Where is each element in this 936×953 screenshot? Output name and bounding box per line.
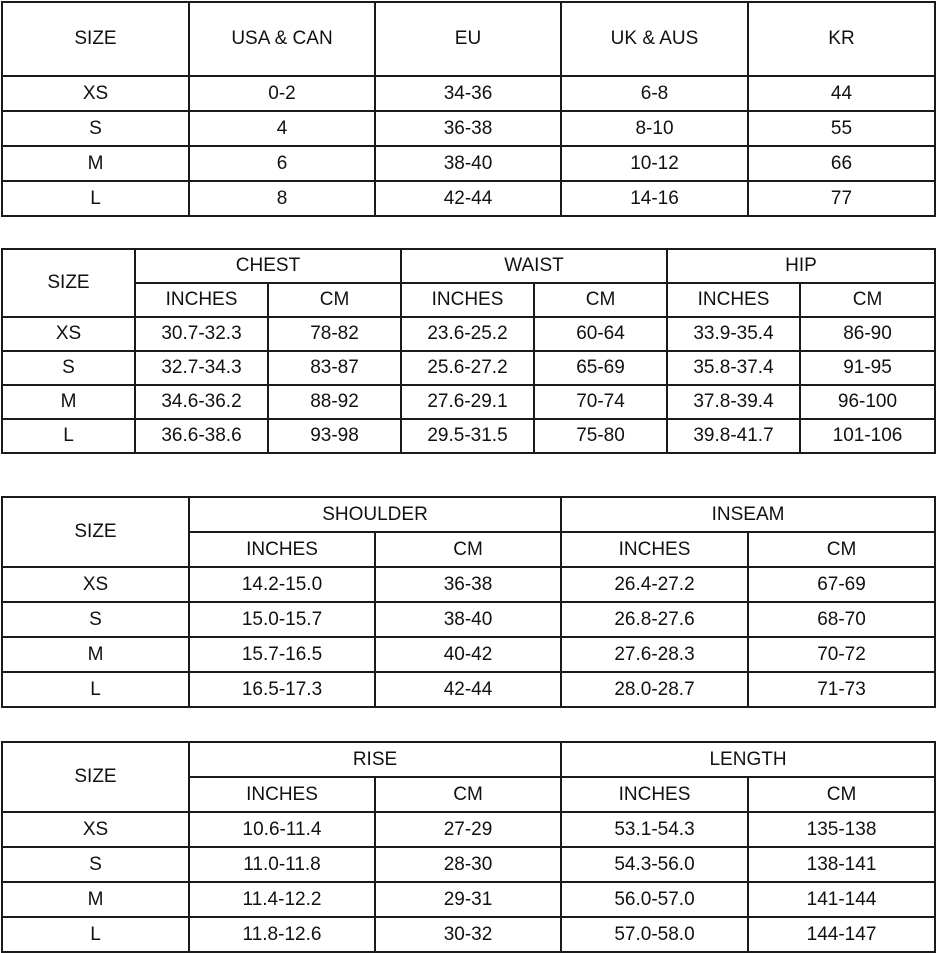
table-cell: 96-100 bbox=[800, 385, 935, 419]
unit-header: CM bbox=[375, 532, 561, 567]
table-cell: 14-16 bbox=[561, 181, 748, 216]
table-cell: 93-98 bbox=[268, 419, 401, 453]
table-cell: 38-40 bbox=[375, 146, 561, 181]
table-cell: 40-42 bbox=[375, 637, 561, 672]
table-cell: M bbox=[2, 146, 189, 181]
table-cell: 65-69 bbox=[534, 351, 667, 385]
table-cell: 30.7-32.3 bbox=[135, 317, 268, 351]
table-cell: 91-95 bbox=[800, 351, 935, 385]
table-cell: 68-70 bbox=[748, 602, 935, 637]
table-cell: 0-2 bbox=[189, 76, 375, 111]
size-header: SIZE bbox=[2, 249, 135, 317]
table-row bbox=[2, 637, 935, 672]
table-cell: XS bbox=[2, 76, 189, 111]
table-cell: 15.0-15.7 bbox=[189, 602, 375, 637]
table-group-header-row bbox=[2, 497, 935, 532]
table-cell: L bbox=[2, 917, 189, 952]
table-cell: 30-32 bbox=[375, 917, 561, 952]
table-cell: XS bbox=[2, 317, 135, 351]
size-header: SIZE bbox=[2, 497, 189, 567]
table-cell: L bbox=[2, 181, 189, 216]
table-cell: 8-10 bbox=[561, 111, 748, 146]
table-cell: 42-44 bbox=[375, 181, 561, 216]
table-row bbox=[2, 351, 935, 385]
table-cell: 11.4-12.2 bbox=[189, 882, 375, 917]
table-cell: S bbox=[2, 602, 189, 637]
table-cell: 28.0-28.7 bbox=[561, 672, 748, 707]
table-cell: 42-44 bbox=[375, 672, 561, 707]
unit-header: CM bbox=[534, 283, 667, 317]
table-cell: 56.0-57.0 bbox=[561, 882, 748, 917]
table-cell: 25.6-27.2 bbox=[401, 351, 534, 385]
unit-header: CM bbox=[268, 283, 401, 317]
table-cell: 6-8 bbox=[561, 76, 748, 111]
rise-length-table bbox=[1, 741, 936, 953]
table-row bbox=[2, 76, 935, 111]
column-header: EU bbox=[375, 2, 561, 76]
table-cell: M bbox=[2, 882, 189, 917]
table-cell: 32.7-34.3 bbox=[135, 351, 268, 385]
table-cell: 4 bbox=[189, 111, 375, 146]
table-cell: 36.6-38.6 bbox=[135, 419, 268, 453]
table-row bbox=[2, 111, 935, 146]
table-cell: XS bbox=[2, 567, 189, 602]
table-row bbox=[2, 146, 935, 181]
table-cell: 88-92 bbox=[268, 385, 401, 419]
table-cell: 28-30 bbox=[375, 847, 561, 882]
unit-header: INCHES bbox=[189, 777, 375, 812]
table-cell: 26.4-27.2 bbox=[561, 567, 748, 602]
table-cell: 27.6-29.1 bbox=[401, 385, 534, 419]
table-row bbox=[2, 385, 935, 419]
table-cell: L bbox=[2, 419, 135, 453]
table-cell: 141-144 bbox=[748, 882, 935, 917]
group-header-waist: WAIST bbox=[401, 249, 667, 283]
table-cell: M bbox=[2, 385, 135, 419]
group-header-shoulder: SHOULDER bbox=[189, 497, 561, 532]
table-cell: 57.0-58.0 bbox=[561, 917, 748, 952]
table-cell: 23.6-25.2 bbox=[401, 317, 534, 351]
table-cell: 33.9-35.4 bbox=[667, 317, 800, 351]
table-cell: 138-141 bbox=[748, 847, 935, 882]
group-header-length: LENGTH bbox=[561, 742, 935, 777]
table-cell: 71-73 bbox=[748, 672, 935, 707]
table-cell: M bbox=[2, 637, 189, 672]
table-cell: 34-36 bbox=[375, 76, 561, 111]
table-cell: 27-29 bbox=[375, 812, 561, 847]
table-cell: XS bbox=[2, 812, 189, 847]
unit-header: INCHES bbox=[189, 532, 375, 567]
table-cell: 29-31 bbox=[375, 882, 561, 917]
unit-header: CM bbox=[800, 283, 935, 317]
table-cell: 8 bbox=[189, 181, 375, 216]
table-cell: 10-12 bbox=[561, 146, 748, 181]
table-row bbox=[2, 602, 935, 637]
table-row bbox=[2, 847, 935, 882]
table-row bbox=[2, 419, 935, 453]
table-cell: 39.8-41.7 bbox=[667, 419, 800, 453]
table-cell: 75-80 bbox=[534, 419, 667, 453]
unit-header: INCHES bbox=[667, 283, 800, 317]
table-cell: 67-69 bbox=[748, 567, 935, 602]
table-row bbox=[2, 567, 935, 602]
table-group-header-row bbox=[2, 742, 935, 777]
group-header-rise: RISE bbox=[189, 742, 561, 777]
table-header-row bbox=[2, 2, 935, 76]
table-cell: 6 bbox=[189, 146, 375, 181]
body-measurements-table bbox=[1, 248, 936, 454]
unit-header: INCHES bbox=[401, 283, 534, 317]
table-cell: 34.6-36.2 bbox=[135, 385, 268, 419]
table-row bbox=[2, 917, 935, 952]
table-cell: 144-147 bbox=[748, 917, 935, 952]
table-cell: 15.7-16.5 bbox=[189, 637, 375, 672]
table-cell: 70-74 bbox=[534, 385, 667, 419]
table-cell: 27.6-28.3 bbox=[561, 637, 748, 672]
table-unit-header-row bbox=[2, 283, 935, 317]
unit-header: CM bbox=[748, 532, 935, 567]
table-cell: 14.2-15.0 bbox=[189, 567, 375, 602]
table-cell: 16.5-17.3 bbox=[189, 672, 375, 707]
table-cell: S bbox=[2, 847, 189, 882]
unit-header: INCHES bbox=[561, 777, 748, 812]
size-conversion-table bbox=[1, 1, 936, 217]
table-cell: 83-87 bbox=[268, 351, 401, 385]
table-cell: 29.5-31.5 bbox=[401, 419, 534, 453]
table-row bbox=[2, 882, 935, 917]
table-cell: 77 bbox=[748, 181, 935, 216]
column-header: UK & AUS bbox=[561, 2, 748, 76]
table-cell: 11.0-11.8 bbox=[189, 847, 375, 882]
table-row bbox=[2, 317, 935, 351]
table-cell: 55 bbox=[748, 111, 935, 146]
group-header-hip: HIP bbox=[667, 249, 935, 283]
column-header: SIZE bbox=[2, 2, 189, 76]
table-cell: S bbox=[2, 111, 189, 146]
table-row bbox=[2, 672, 935, 707]
table-row bbox=[2, 181, 935, 216]
table-cell: 11.8-12.6 bbox=[189, 917, 375, 952]
table-cell: L bbox=[2, 672, 189, 707]
table-cell: 44 bbox=[748, 76, 935, 111]
table-cell: 54.3-56.0 bbox=[561, 847, 748, 882]
table-cell: 35.8-37.4 bbox=[667, 351, 800, 385]
table-cell: 135-138 bbox=[748, 812, 935, 847]
group-header-inseam: INSEAM bbox=[561, 497, 935, 532]
column-header: USA & CAN bbox=[189, 2, 375, 76]
table-group-header-row bbox=[2, 249, 935, 283]
group-header-chest: CHEST bbox=[135, 249, 401, 283]
column-header: KR bbox=[748, 2, 935, 76]
table-cell: 101-106 bbox=[800, 419, 935, 453]
unit-header: INCHES bbox=[135, 283, 268, 317]
table-cell: 26.8-27.6 bbox=[561, 602, 748, 637]
size-header: SIZE bbox=[2, 742, 189, 812]
table-cell: 53.1-54.3 bbox=[561, 812, 748, 847]
table-cell: 38-40 bbox=[375, 602, 561, 637]
table-cell: 86-90 bbox=[800, 317, 935, 351]
table-cell: 36-38 bbox=[375, 111, 561, 146]
table-cell: 36-38 bbox=[375, 567, 561, 602]
table-cell: 10.6-11.4 bbox=[189, 812, 375, 847]
table-row bbox=[2, 812, 935, 847]
shoulder-inseam-table bbox=[1, 496, 936, 708]
table-cell: 60-64 bbox=[534, 317, 667, 351]
table-cell: S bbox=[2, 351, 135, 385]
unit-header: CM bbox=[748, 777, 935, 812]
table-cell: 37.8-39.4 bbox=[667, 385, 800, 419]
unit-header: INCHES bbox=[561, 532, 748, 567]
unit-header: CM bbox=[375, 777, 561, 812]
table-cell: 78-82 bbox=[268, 317, 401, 351]
table-cell: 70-72 bbox=[748, 637, 935, 672]
table-cell: 66 bbox=[748, 146, 935, 181]
